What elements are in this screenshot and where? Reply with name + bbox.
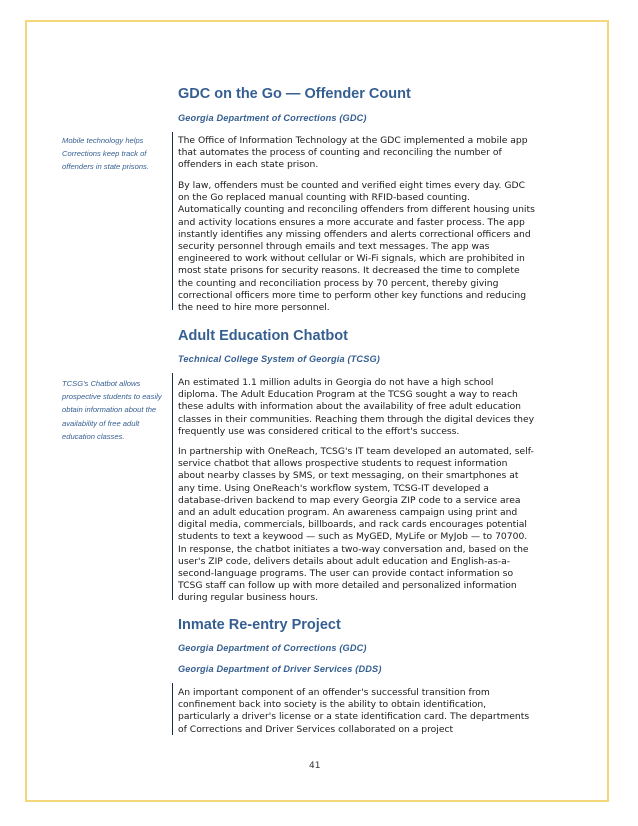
paragraph-tcsg-intro: An estimated 1.1 million adults in Georgia do not have a high school diploma. The Adult Education Program at the TCSG sought a way to reach these adults with information about the availability of free adult education classes in their communities. Reaching them through the digital devices they frequently use was considered critical to the effort's success. [178, 377, 535, 437]
paragraph-tcsg-details: In partnership with OneReach, TCSG's IT team developed an automated, self-service chatbot that allows prospective students to request information about nearby classes by SMS, or text messaging, on their smartphones at any time. Using OneReach's workflow system, TCSG-IT developed a database-driven backend to map every Georgia ZIP code to a service area and an adult education program. An awareness campaign using print and digital media, commercials, billboards, and rack cards encourages potential students to text a keywood — such as MyGED, MyLife or MyJob — to 70700. In response, the chatbot initiates a two-way conversation and, based on the user's ZIP code, delivers details about adult education and English-as-a-second-language programs. The user can provide contact information so TCSG staff can follow up with more detailed and personalized information during regular business hours. [178, 446, 534, 604]
page-number: 41 [309, 761, 321, 771]
section-title-inmate-reentry: Inmate Re-entry Project [178, 617, 341, 633]
section-agency-tcsg: Technical College System of Georgia (TCSG) [178, 354, 381, 364]
sidebar-note-tcsg-chatbot: TCSG's Chatbot allows prospective students to easily obtain information about the availability of free adult education classes. [62, 379, 162, 441]
paragraph-gdc-intro: The Office of Information Technology at the GDC implemented a mobile app that automates the process of counting and reconciling the number of offenders in each state prison. [178, 135, 528, 171]
vertical-rule [172, 373, 173, 600]
section-agency-gdc: Georgia Department of Corrections (GDC) [178, 113, 367, 123]
section-title-gdc-on-the-go: GDC on the Go — Offender Count [178, 86, 411, 102]
vertical-rule [172, 132, 173, 310]
section-agency-gdc: Georgia Department of Corrections (GDC) [178, 643, 367, 653]
paragraph-reentry-intro: An important component of an offender's successful transition from confinement back into society is the ability to obtain identification, particularly a driver's license or a state identification card. The departments of Corrections and Driver Services collaborated on a project [178, 687, 530, 735]
vertical-rule [172, 683, 173, 735]
sidebar-note-mobile-technology: Mobile technology helps Corrections keep track of offenders in state prisons. [62, 136, 149, 172]
section-title-adult-education-chatbot: Adult Education Chatbot [178, 328, 348, 344]
paragraph-gdc-details: By law, offenders must be counted and verified eight times every day. GDC on the Go replaced manual counting with RFID-based counting. Automatically counting and reconciling offenders from different housing units and activity locations ensures a more accurate and faster process. The app instantly identifies any missing offenders and alerts correctional officers and security personnel through emails and text messages. The app was engineered to work without cellular or Wi-Fi signals, which are prohibited in most state prisons for security reasons. It decreased the time to complete the counting and reconciliation process by 70 percent, thereby giving correctional officers more time to perform other key functions and reducing the need to hire more personnel. [178, 180, 535, 314]
section-agency-dds: Georgia Department of Driver Services (DDS) [178, 664, 382, 674]
